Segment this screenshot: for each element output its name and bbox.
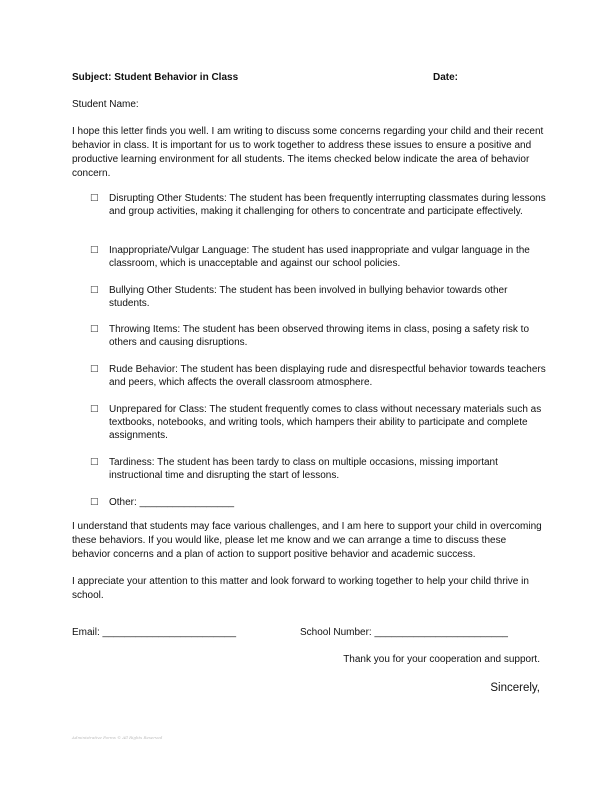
signoff: Sincerely, [490, 682, 540, 694]
behavior-item-text: Disrupting Other Students: The student has been frequently interrupting classmates during lessons and group activities, making it challenging for others to concentrate and participate effectively. [109, 193, 546, 217]
checkbox-icon[interactable]: □ [90, 324, 99, 334]
behavior-item-bullying [90, 284, 546, 310]
behavior-item-rude [90, 363, 546, 389]
checkbox-icon[interactable]: □ [90, 193, 99, 203]
behavior-item-text: Rude Behavior: The student has been displaying rude and disrespectful behavior towards teachers and peers, which affects the overall classroom atmosphere. [109, 364, 546, 388]
behavior-item-text: Throwing Items: The student has been observed throwing items in class, posing a safety risk to others and causing disruptions. [109, 324, 530, 348]
closing-paragraph-1: I understand that students may face various challenges, and I am here to support your child in overcoming these behaviors. If you would like, please let me know and we can arrange a time to discuss these behavior concerns and a plan of action to support positive behavior and academic success. [72, 521, 542, 560]
checkbox-icon[interactable]: □ [90, 497, 99, 507]
intro-paragraph: I hope this letter finds you well. I am writing to discuss some concerns regarding your child and their recent behavior in class. It is important for us to work together to address these issues to ensure a positive and productive learning environment for all students. The items checked below indicate the area of behavior concern. [72, 126, 544, 179]
checkbox-icon[interactable]: □ [90, 364, 99, 374]
student-name-label: Student Name: [72, 99, 139, 110]
thank-you-line: Thank you for your cooperation and support. [343, 654, 540, 665]
behavior-item-tardiness [90, 456, 546, 482]
checkbox-icon[interactable]: □ [90, 404, 99, 414]
other-field[interactable]: Other: _________________ [109, 497, 235, 508]
checkbox-icon[interactable]: □ [90, 285, 99, 295]
behavior-item-other [90, 496, 546, 509]
behavior-item-text: Tardiness: The student has been tardy to class on multiple occasions, missing important instructional time and disrupting the start of lessons. [109, 457, 498, 481]
subject-line: Subject: Student Behavior in Class [72, 72, 239, 83]
behavior-item-text: Unprepared for Class: The student frequently comes to class without necessary materials such as textbooks, notebooks, and writing tools, which hampers their ability to participate and complete assignments. [109, 404, 542, 441]
closing-paragraph-2: I appreciate your attention to this matter and look forward to working together to help your child thrive in school. [72, 576, 529, 601]
behavior-item-unprepared [90, 403, 546, 442]
behavior-item-language [90, 244, 546, 270]
behavior-item-disrupting [90, 192, 546, 218]
behavior-item-text: Inappropriate/Vulgar Language: The student has used inappropriate and vulgar language in the classroom, which is unacceptable and against our school policies. [109, 245, 530, 269]
checkbox-icon[interactable]: □ [90, 245, 99, 255]
behavior-item-text: Bullying Other Students: The student has been involved in bullying behavior towards other students. [109, 285, 508, 309]
school-number-field[interactable]: School Number: ________________________ [300, 627, 508, 638]
email-field[interactable]: Email: ________________________ [72, 627, 237, 638]
behavior-item-throwing [90, 323, 546, 349]
checkbox-icon[interactable]: □ [90, 457, 99, 467]
watermark: Administrative Forms © All Rights Reserved [72, 735, 163, 740]
date-label: Date: [433, 72, 459, 83]
